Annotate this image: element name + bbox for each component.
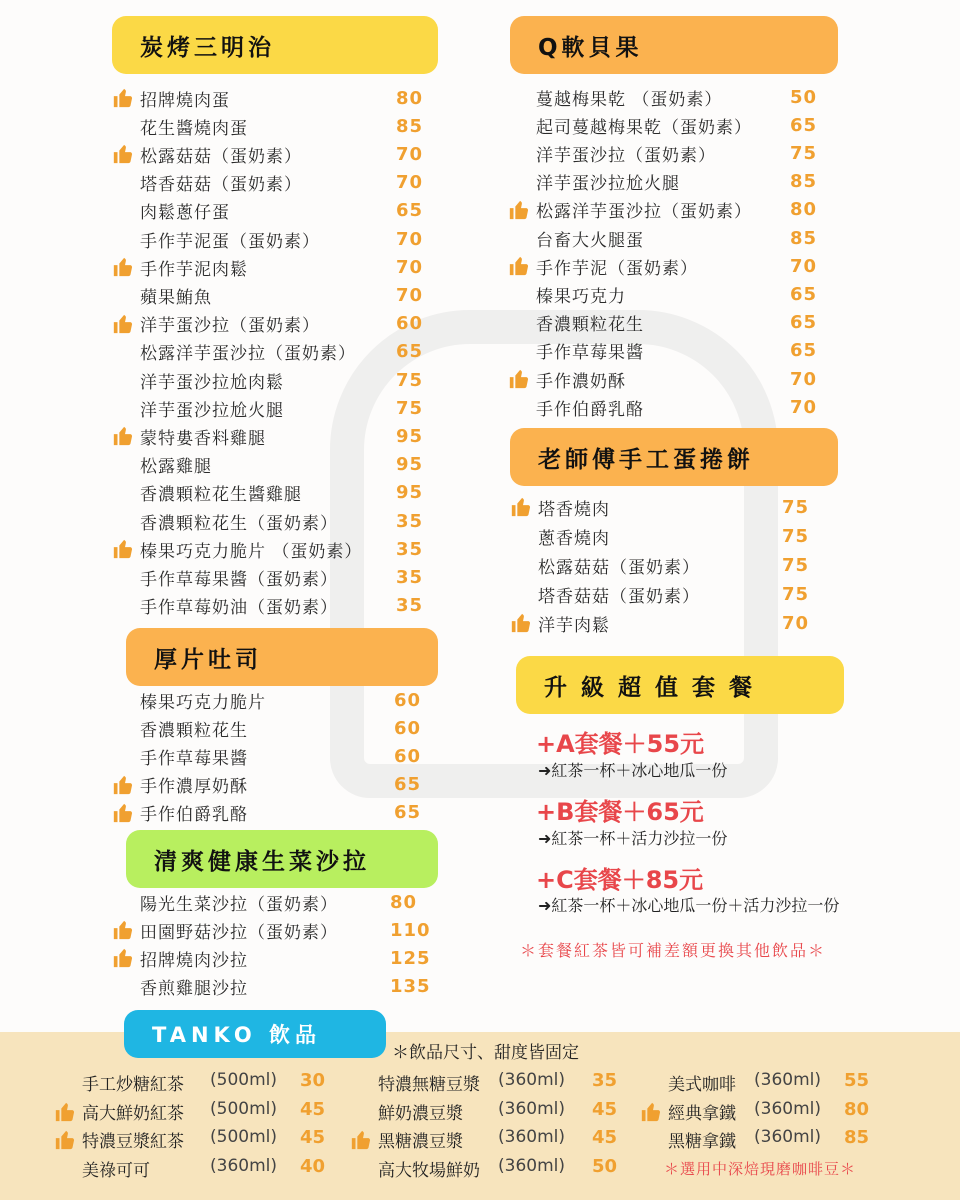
bagel-item bbox=[508, 309, 830, 337]
thumbs-up-icon bbox=[112, 313, 134, 335]
drink-name: 美祿可可 bbox=[82, 1160, 150, 1181]
item-price: 65 bbox=[396, 200, 424, 222]
sandwich-item bbox=[112, 422, 436, 450]
bagel-item bbox=[508, 168, 830, 196]
item-name: 田園野菇沙拉（蛋奶素） bbox=[140, 922, 338, 943]
sandwich-item bbox=[112, 253, 436, 281]
item-name: 松露菇菇（蛋奶素） bbox=[140, 146, 302, 167]
item-price: 80 bbox=[390, 891, 418, 913]
item-price: 125 bbox=[390, 947, 431, 969]
item-price: 110 bbox=[390, 919, 431, 941]
section-header-eggroll: 老師傅手工蛋捲餅 bbox=[510, 428, 838, 486]
sandwich-item bbox=[112, 140, 436, 168]
item-price: 75 bbox=[790, 142, 818, 164]
section-header-bagel: Q軟貝果 bbox=[510, 16, 838, 74]
item-price: 65 bbox=[790, 114, 818, 136]
item-price: 35 bbox=[396, 595, 424, 617]
drink-item bbox=[378, 1156, 622, 1184]
drink-size: (360ml) bbox=[754, 1127, 821, 1147]
item-name: 香濃顆粒花生醬雞腿 bbox=[140, 485, 302, 506]
item-price: 85 bbox=[790, 227, 818, 249]
salad-item bbox=[112, 944, 430, 972]
item-name: 香濃顆粒花生 bbox=[140, 720, 248, 741]
toast-item bbox=[112, 771, 434, 799]
sandwich-item bbox=[112, 479, 436, 507]
item-name: 塔香菇菇（蛋奶素） bbox=[538, 586, 700, 607]
item-price: 85 bbox=[790, 171, 818, 193]
bagel-item bbox=[508, 337, 830, 365]
drink-size: (360ml) bbox=[498, 1070, 565, 1090]
item-name: 花生醬燒肉蛋 bbox=[140, 118, 248, 139]
thumbs-up-icon bbox=[508, 368, 530, 390]
item-name: 手作草莓果醬（蛋奶素） bbox=[140, 569, 338, 590]
item-price: 65 bbox=[396, 341, 424, 363]
item-price: 70 bbox=[790, 396, 818, 418]
item-name: 手作伯爵乳酪 bbox=[536, 399, 644, 420]
item-price: 85 bbox=[396, 115, 424, 137]
eggroll-item bbox=[510, 609, 822, 637]
bagel-item bbox=[508, 196, 830, 224]
item-name: 手作草莓奶油（蛋奶素） bbox=[140, 598, 338, 619]
thumbs-up-icon bbox=[508, 255, 530, 277]
drink-item bbox=[668, 1099, 874, 1127]
sandwich-item bbox=[112, 338, 436, 366]
item-name: 手作濃厚奶酥 bbox=[140, 777, 248, 798]
thumbs-up-icon bbox=[510, 612, 532, 634]
item-name: 蔥香燒肉 bbox=[538, 528, 610, 549]
drink-item bbox=[378, 1099, 622, 1127]
drink-size: (360ml) bbox=[498, 1155, 565, 1176]
item-name: 台畜大火腿蛋 bbox=[536, 230, 644, 251]
item-name: 香濃顆粒花生 bbox=[536, 315, 644, 336]
drink-name: 經典拿鐵 bbox=[668, 1103, 736, 1124]
item-name: 手作芋泥（蛋奶素） bbox=[536, 258, 698, 279]
thumbs-up-icon bbox=[112, 774, 134, 796]
bagel-item bbox=[508, 365, 830, 393]
sandwich-item bbox=[112, 451, 436, 479]
item-price: 135 bbox=[390, 976, 431, 998]
thumbs-up-icon bbox=[54, 1129, 76, 1151]
drink-price: 50 bbox=[592, 1155, 618, 1177]
toast-item bbox=[112, 799, 434, 827]
item-name: 手作伯爵乳酪 bbox=[140, 805, 248, 826]
sandwich-item bbox=[112, 281, 436, 309]
toast-item bbox=[112, 714, 434, 742]
section-header-drinks: TANKO 飲品 bbox=[124, 1010, 386, 1058]
toast-item bbox=[112, 686, 434, 714]
section-header-sets: 升級超值套餐 bbox=[516, 656, 844, 714]
bagel-item bbox=[508, 224, 830, 252]
drink-item bbox=[82, 1127, 330, 1155]
coffee-note: ＊選用中深焙現磨咖啡豆＊ bbox=[664, 1160, 857, 1178]
thumbs-up-icon bbox=[112, 947, 134, 969]
item-name: 塔香燒肉 bbox=[538, 499, 610, 520]
drinks-note: ＊飲品尺寸、甜度皆固定 bbox=[392, 1043, 579, 1063]
bagel-item bbox=[508, 252, 830, 280]
item-price: 80 bbox=[396, 87, 424, 109]
thumbs-up-icon bbox=[112, 425, 134, 447]
item-price: 95 bbox=[396, 454, 424, 476]
toast-item bbox=[112, 742, 434, 770]
item-name: 陽光生菜沙拉（蛋奶素） bbox=[140, 894, 338, 915]
set-note: ＊套餐紅茶皆可補差額更換其他飲品＊ bbox=[520, 941, 827, 960]
item-name: 洋芋蛋沙拉尬肉鬆 bbox=[140, 372, 284, 393]
sandwich-item bbox=[112, 507, 436, 535]
item-price: 75 bbox=[782, 525, 810, 547]
item-name: 手作草莓果醬 bbox=[536, 343, 644, 364]
item-price: 70 bbox=[396, 143, 424, 165]
drink-size: (360ml) bbox=[754, 1098, 821, 1119]
item-price: 60 bbox=[394, 745, 422, 767]
item-name: 手作芋泥蛋（蛋奶素） bbox=[140, 231, 320, 252]
eggroll-item bbox=[510, 522, 822, 550]
sandwich-item bbox=[112, 394, 436, 422]
thumbs-up-icon bbox=[350, 1129, 372, 1151]
thumbs-up-icon bbox=[112, 802, 134, 824]
drink-size: (360ml) bbox=[498, 1127, 565, 1147]
drink-price: 30 bbox=[300, 1070, 326, 1091]
drink-item bbox=[378, 1070, 622, 1098]
drink-name: 黑糖濃豆漿 bbox=[378, 1132, 463, 1152]
item-price: 50 bbox=[790, 86, 818, 108]
item-price: 75 bbox=[782, 496, 810, 518]
drink-item bbox=[378, 1127, 622, 1155]
item-price: 75 bbox=[782, 583, 810, 605]
item-price: 75 bbox=[396, 397, 424, 419]
item-name: 肉鬆蔥仔蛋 bbox=[140, 203, 230, 224]
item-price: 70 bbox=[790, 255, 818, 277]
drink-item bbox=[82, 1156, 330, 1184]
eggroll-item bbox=[510, 551, 822, 579]
item-name: 榛果巧克力脆片 bbox=[140, 692, 266, 713]
drink-price: 55 bbox=[844, 1070, 870, 1091]
set-c-desc: ➜紅茶一杯＋冰心地瓜一份＋活力沙拉一份 bbox=[538, 896, 840, 915]
drink-name: 高大牧場鮮奶 bbox=[378, 1160, 480, 1181]
set-a-title: +A套餐＋55元 bbox=[536, 730, 705, 758]
item-price: 65 bbox=[394, 802, 422, 824]
item-price: 35 bbox=[396, 510, 424, 532]
eggroll-item bbox=[510, 493, 822, 521]
drink-size: (360ml) bbox=[210, 1155, 277, 1176]
drink-item bbox=[82, 1099, 330, 1127]
bagel-item bbox=[508, 280, 830, 308]
item-price: 60 bbox=[396, 313, 424, 335]
salad-item bbox=[112, 916, 430, 944]
sandwich-item bbox=[112, 310, 436, 338]
drink-size: (500ml) bbox=[210, 1070, 277, 1090]
item-name: 手作芋泥肉鬆 bbox=[140, 259, 248, 280]
drink-price: 45 bbox=[300, 1098, 326, 1120]
item-name: 松露雞腿 bbox=[140, 457, 212, 478]
item-price: 70 bbox=[396, 172, 424, 194]
item-name: 起司蔓越梅果乾（蛋奶素） bbox=[536, 117, 752, 138]
sandwich-item bbox=[112, 225, 436, 253]
set-b-title: +B套餐＋65元 bbox=[536, 798, 704, 826]
drink-name: 高大鮮奶紅茶 bbox=[82, 1103, 184, 1124]
item-price: 80 bbox=[790, 199, 818, 221]
drink-price: 45 bbox=[300, 1127, 326, 1148]
drink-size: (360ml) bbox=[498, 1098, 565, 1119]
item-name: 蘋果鮪魚 bbox=[140, 287, 212, 308]
eggroll-item bbox=[510, 580, 822, 608]
salad-item bbox=[112, 973, 430, 1001]
drink-name: 黑糖拿鐵 bbox=[668, 1132, 736, 1152]
item-name: 蒙特婁香料雞腿 bbox=[140, 428, 266, 449]
drink-item bbox=[668, 1127, 874, 1155]
drink-name: 特濃無糖豆漿 bbox=[378, 1075, 480, 1095]
item-name: 招牌燒肉沙拉 bbox=[140, 950, 248, 971]
sandwich-item bbox=[112, 169, 436, 197]
item-name: 榛果巧克力 bbox=[536, 286, 626, 307]
item-name: 洋芋蛋沙拉（蛋奶素） bbox=[140, 316, 320, 337]
item-price: 60 bbox=[394, 689, 422, 711]
item-name: 洋芋蛋沙拉尬火腿 bbox=[140, 400, 284, 421]
drink-price: 35 bbox=[592, 1070, 618, 1091]
item-price: 95 bbox=[396, 425, 424, 447]
thumbs-up-icon bbox=[54, 1101, 76, 1123]
item-price: 65 bbox=[394, 774, 422, 796]
item-name: 塔香菇菇（蛋奶素） bbox=[140, 175, 302, 196]
item-price: 65 bbox=[790, 312, 818, 334]
item-price: 75 bbox=[396, 369, 424, 391]
item-name: 榛果巧克力脆片 （蛋奶素） bbox=[140, 541, 363, 562]
thumbs-up-icon bbox=[112, 256, 134, 278]
item-name: 香濃顆粒花生（蛋奶素） bbox=[140, 513, 338, 534]
item-name: 香煎雞腿沙拉 bbox=[140, 979, 248, 1000]
thumbs-up-icon bbox=[112, 143, 134, 165]
bagel-item bbox=[508, 139, 830, 167]
bagel-item bbox=[508, 83, 830, 111]
item-price: 70 bbox=[396, 256, 424, 278]
item-price: 65 bbox=[790, 283, 818, 305]
item-name: 手作濃奶酥 bbox=[536, 371, 626, 392]
drink-price: 40 bbox=[300, 1155, 326, 1177]
sandwich-item bbox=[112, 112, 436, 140]
bagel-item bbox=[508, 111, 830, 139]
sandwich-item bbox=[112, 563, 436, 591]
item-name: 洋芋蛋沙拉尬火腿 bbox=[536, 174, 680, 195]
drink-item bbox=[668, 1070, 874, 1098]
drink-size: (500ml) bbox=[210, 1098, 277, 1119]
sandwich-item bbox=[112, 84, 436, 112]
item-price: 60 bbox=[394, 717, 422, 739]
item-price: 70 bbox=[790, 368, 818, 390]
drink-price: 45 bbox=[592, 1098, 618, 1120]
drink-price: 80 bbox=[844, 1098, 870, 1120]
item-name: 洋芋蛋沙拉（蛋奶素） bbox=[536, 145, 716, 166]
item-price: 70 bbox=[396, 228, 424, 250]
sandwich-item bbox=[112, 535, 436, 563]
drink-price: 85 bbox=[844, 1127, 870, 1148]
drink-price: 45 bbox=[592, 1127, 618, 1148]
item-price: 65 bbox=[790, 340, 818, 362]
sandwich-item bbox=[112, 592, 436, 620]
thumbs-up-icon bbox=[112, 919, 134, 941]
drink-item bbox=[82, 1070, 330, 1098]
item-price: 95 bbox=[396, 482, 424, 504]
drink-size: (500ml) bbox=[210, 1127, 277, 1147]
drink-name: 手工炒糖紅茶 bbox=[82, 1075, 184, 1095]
drink-name: 美式咖啡 bbox=[668, 1075, 736, 1095]
item-name: 松露菇菇（蛋奶素） bbox=[538, 557, 700, 578]
item-price: 35 bbox=[396, 538, 424, 560]
bagel-item bbox=[508, 393, 830, 421]
item-price: 70 bbox=[782, 612, 810, 634]
drink-name: 鮮奶濃豆漿 bbox=[378, 1103, 463, 1124]
thumbs-up-icon bbox=[640, 1101, 662, 1123]
sandwich-item bbox=[112, 366, 436, 394]
thumbs-up-icon bbox=[112, 87, 134, 109]
thumbs-up-icon bbox=[112, 538, 134, 560]
item-name: 洋芋肉鬆 bbox=[538, 615, 610, 636]
item-price: 70 bbox=[396, 284, 424, 306]
set-b-desc: ➜紅茶一杯＋活力沙拉一份 bbox=[538, 829, 728, 848]
item-name: 松露洋芋蛋沙拉（蛋奶素） bbox=[140, 344, 356, 365]
set-c-title: +C套餐＋85元 bbox=[536, 866, 704, 894]
section-header-sandwich: 炭烤三明治 bbox=[112, 16, 438, 74]
item-price: 35 bbox=[396, 566, 424, 588]
drink-size: (360ml) bbox=[754, 1070, 821, 1090]
thumbs-up-icon bbox=[510, 496, 532, 518]
salad-item bbox=[112, 888, 430, 916]
sandwich-item bbox=[112, 197, 436, 225]
section-header-toast: 厚片吐司 bbox=[126, 628, 438, 686]
section-header-salad: 清爽健康生菜沙拉 bbox=[126, 830, 438, 888]
item-name: 招牌燒肉蛋 bbox=[140, 90, 230, 111]
item-name: 松露洋芋蛋沙拉（蛋奶素） bbox=[536, 202, 752, 223]
item-name: 手作草莓果醬 bbox=[140, 748, 248, 769]
thumbs-up-icon bbox=[508, 199, 530, 221]
item-name: 蔓越梅果乾 （蛋奶素） bbox=[536, 89, 723, 110]
drink-name: 特濃豆漿紅茶 bbox=[82, 1132, 184, 1152]
set-a-desc: ➜紅茶一杯＋冰心地瓜一份 bbox=[538, 761, 728, 780]
item-price: 75 bbox=[782, 554, 810, 576]
